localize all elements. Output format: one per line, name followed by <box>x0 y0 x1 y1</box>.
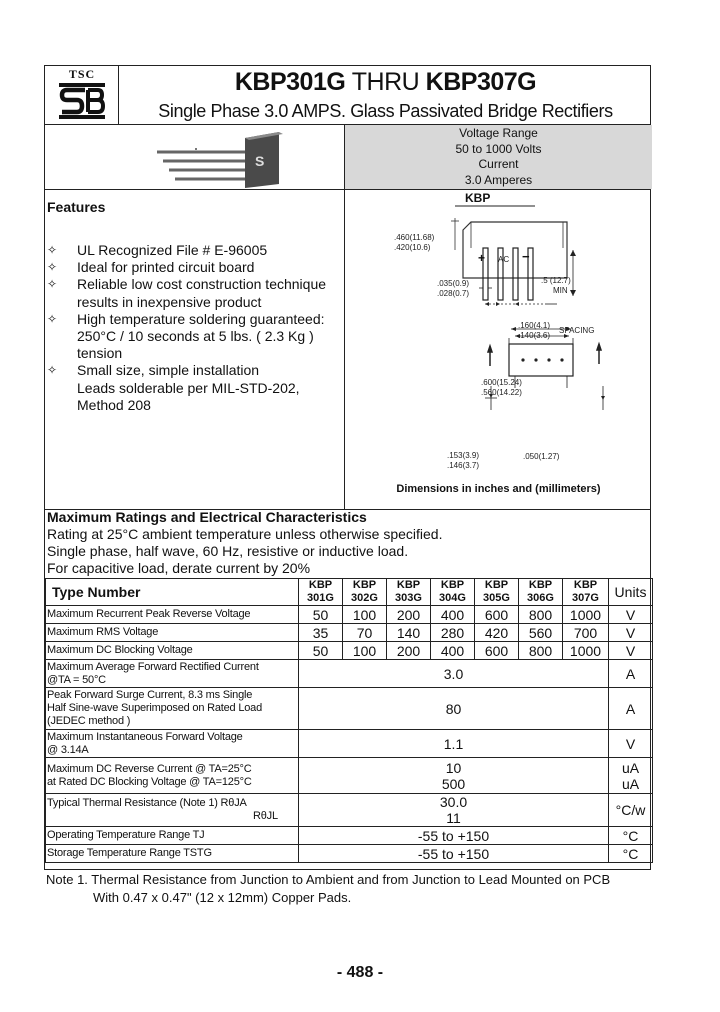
feature-line: Small size, simple installation <box>77 362 260 379</box>
parameter-line: Maximum Average Forward Rectified Current <box>47 660 259 673</box>
value-cell <box>299 845 609 863</box>
feature-item <box>47 311 343 363</box>
svg-text:S: S <box>255 153 265 169</box>
value-line: -55 to +150 <box>417 845 490 862</box>
spec-table <box>45 578 653 863</box>
feature-line: tension <box>77 345 123 362</box>
unit-line: °C <box>622 845 639 862</box>
dim-side-min: .146(3.7) <box>447 461 480 470</box>
title-part-b: KBP307G <box>425 68 537 96</box>
parameter-line: Typical Thermal Resistance (Note 1) RθJA <box>47 797 247 809</box>
note-line-1: Note 1. Thermal Resistance from Junction to Ambient and from Junction to Lead Mounted on PCB <box>46 872 611 887</box>
page-number: - 488 - <box>336 964 384 981</box>
model-prefix: KBP <box>308 579 333 591</box>
dim-pin: .050(1.27) <box>523 452 560 461</box>
parameter-line: (JEDEC method ) <box>47 715 131 727</box>
feature-item <box>47 259 343 276</box>
parameter-cell <box>46 758 299 794</box>
parameter-cell <box>46 845 299 863</box>
value-line: 3.0 <box>443 665 464 682</box>
feature-line: results in inexpensive product <box>77 293 262 310</box>
table-row <box>46 730 653 758</box>
dim-width-max: .460(11.68) <box>394 233 435 242</box>
max-ratings-title: Maximum Ratings and Electrical Characteristics <box>47 509 367 525</box>
dim-width-min: .420(10.6) <box>394 243 431 252</box>
model-header <box>343 579 387 606</box>
value-cell: 400 <box>431 606 475 624</box>
value-cell: 1000 <box>563 642 609 660</box>
value-cell: 700 <box>563 624 609 642</box>
value-line: -55 to +150 <box>417 827 490 844</box>
diamond-bullet-icon: ✧ <box>47 260 58 275</box>
parameter-line: Peak Forward Surge Current, 8.3 ms Single <box>47 689 253 701</box>
value-cell: 280 <box>431 624 475 642</box>
model-suffix: 307G <box>572 592 599 604</box>
table-row <box>46 688 653 730</box>
dim-body-max: .600(15.24) <box>481 378 522 387</box>
datasheet-frame <box>44 65 651 870</box>
model-suffix: 301G <box>307 592 334 604</box>
value-cell <box>299 730 609 758</box>
current-label: Current <box>478 157 519 171</box>
unit-line: V <box>625 606 636 623</box>
model-header <box>563 579 609 606</box>
value-cell: 1000 <box>563 606 609 624</box>
diamond-bullet-icon: ✧ <box>47 363 58 378</box>
unit-cell <box>609 845 653 863</box>
page-title <box>119 68 652 97</box>
page-subtitle: Single Phase 3.0 AMPS. Glass Passivated Bridge Rectifiers <box>158 101 613 121</box>
value-cell: 400 <box>431 642 475 660</box>
value-line: 10 <box>445 759 462 776</box>
model-prefix: KBP <box>484 579 509 591</box>
parameter-cell <box>46 624 299 642</box>
note <box>46 871 666 907</box>
value-cell: 600 <box>475 642 519 660</box>
value-line: 80 <box>445 700 462 717</box>
dim-ac: AC <box>498 255 510 264</box>
model-header <box>299 579 343 606</box>
unit-line: V <box>625 735 636 752</box>
value-cell: 50 <box>299 606 343 624</box>
table-row <box>46 845 653 863</box>
parameter-line: Half Sine-wave Superimposed on Rated Load <box>47 702 262 714</box>
parameter-line: Maximum Recurrent Peak Reverse Voltage <box>47 608 251 620</box>
table-row <box>46 758 653 794</box>
table-row <box>46 794 653 827</box>
unit-cell <box>609 827 653 845</box>
table-row <box>46 606 653 624</box>
unit-cell <box>609 730 653 758</box>
unit-cell <box>609 624 653 642</box>
dim-lead-length: .5 (12.7) <box>541 276 571 285</box>
table-row <box>46 642 653 660</box>
diamond-bullet-icon: ✧ <box>47 243 58 257</box>
model-header <box>519 579 563 606</box>
unit-cell <box>609 660 653 688</box>
feature-item <box>47 362 343 414</box>
table-header-row <box>46 579 653 606</box>
value-cell: 560 <box>519 624 563 642</box>
ratings-box <box>345 125 652 189</box>
parameter-cell <box>46 794 299 827</box>
title-thru: THRU <box>351 68 420 96</box>
title-part-a: KBP301G <box>234 68 346 96</box>
unit-line: A <box>625 665 636 682</box>
type-number-header: Type Number <box>46 579 299 606</box>
value-cell: 800 <box>519 642 563 660</box>
current-value: 3.0 Amperes <box>464 172 533 187</box>
model-header <box>387 579 431 606</box>
table-row <box>46 660 653 688</box>
feature-line: High temperature soldering guaranteed: <box>77 310 325 327</box>
dim-lead-length-min: MIN <box>553 286 568 295</box>
parameter-line: at Rated DC Blocking Voltage @ TA=125°C <box>47 775 252 788</box>
value-cell: 35 <box>299 624 343 642</box>
voltage-label: Voltage Range <box>459 126 538 140</box>
value-line: 500 <box>441 775 466 792</box>
value-line: 30.0 <box>439 794 468 810</box>
value-cell <box>299 827 609 845</box>
max-ratings-line: Rating at 25°C ambient temperature unless otherwise specified. <box>47 526 443 542</box>
model-suffix: 306G <box>527 592 554 604</box>
parameter-line: Maximum DC Blocking Voltage <box>47 644 193 656</box>
dim-spacing-label: SPACING <box>559 326 595 335</box>
model-suffix: 302G <box>351 592 378 604</box>
value-cell: 200 <box>387 606 431 624</box>
parameter-line: Maximum Instantaneous Forward Voltage <box>47 730 243 743</box>
model-header <box>475 579 519 606</box>
parameter-line: Operating Temperature Range TJ <box>47 829 205 841</box>
value-line: 11 <box>446 810 461 826</box>
dim-body-min: .560(14.22) <box>481 388 522 397</box>
value-cell: 600 <box>475 606 519 624</box>
parameter-line: @TA = 50°C <box>47 673 106 686</box>
model-suffix: 303G <box>395 592 422 604</box>
value-cell: 50 <box>299 642 343 660</box>
dim-spacing-min: .140(3.6) <box>518 331 551 340</box>
package-label: KBP <box>465 191 491 205</box>
model-prefix: KBP <box>528 579 553 591</box>
feature-line: Leads solderable per MIL-STD-202, <box>77 379 300 396</box>
dim-spacing-max: .160(4.1) <box>518 321 551 330</box>
parameter-line: @ 3.14A <box>47 743 89 756</box>
feature-line: 250°C / 10 seconds at 5 lbs. ( 2.3 Kg ) <box>77 328 314 345</box>
voltage-value: 50 to 1000 Volts <box>455 141 542 156</box>
unit-line: V <box>625 624 636 641</box>
logo-text: TSC <box>68 67 96 81</box>
value-cell: 100 <box>343 606 387 624</box>
unit-line: uA <box>621 775 640 792</box>
value-line: 1.1 <box>443 735 464 752</box>
unit-cell <box>609 688 653 730</box>
dimension-drawing <box>345 188 652 488</box>
note-line-2: With 0.47 x 0.47" (12 x 12mm) Copper Pads. <box>93 890 352 905</box>
unit-line: V <box>625 642 636 659</box>
parameter-line: Maximum DC Reverse Current @ TA=25°C <box>47 762 252 775</box>
feature-item <box>47 242 343 259</box>
unit-line: uA <box>621 759 640 776</box>
value-cell <box>299 794 609 827</box>
value-cell <box>299 660 609 688</box>
features-list <box>47 242 343 414</box>
model-prefix: KBP <box>396 579 421 591</box>
parameter-cell <box>46 827 299 845</box>
features-title: Features <box>47 199 106 215</box>
unit-cell <box>609 642 653 660</box>
max-ratings-line: For capacitive load, derate current by 20% <box>47 560 311 576</box>
model-prefix: KBP <box>352 579 377 591</box>
value-cell: 800 <box>519 606 563 624</box>
diamond-bullet-icon: ✧ <box>47 277 58 292</box>
max-ratings-line: Single phase, half wave, 60 Hz, resistive or inductive load. <box>47 543 409 559</box>
unit-line: A <box>625 700 636 717</box>
tsc-logo-mark-icon <box>59 81 105 121</box>
feature-line: Method 208 <box>77 396 151 413</box>
dimensions-caption: Dimensions in inches and (millimeters) <box>396 483 601 495</box>
dim-lead-max: .035(0.9) <box>437 279 470 288</box>
value-cell: 200 <box>387 642 431 660</box>
product-image <box>151 130 301 188</box>
value-cell: 420 <box>475 624 519 642</box>
feature-line: Reliable low cost construction technique <box>77 276 327 293</box>
unit-cell <box>609 794 653 827</box>
feature-line: UL Recognized File # E-96005 <box>77 242 268 258</box>
model-suffix: 304G <box>439 592 466 604</box>
table-row <box>46 827 653 845</box>
units-header: Units <box>609 579 653 606</box>
parameter-line: Storage Temperature Range TSTG <box>47 847 212 859</box>
parameter-cell <box>46 688 299 730</box>
dim-lead-min: .028(0.7) <box>437 289 470 298</box>
model-prefix: KBP <box>573 579 598 591</box>
unit-cell <box>609 606 653 624</box>
unit-cell <box>609 758 653 794</box>
unit-line: °C/w <box>615 802 646 818</box>
tsc-logo <box>45 66 119 124</box>
diamond-bullet-icon: ✧ <box>47 311 58 326</box>
model-suffix: 305G <box>483 592 510 604</box>
dim-side-max: .153(3.9) <box>447 451 480 460</box>
parameter-cell <box>46 642 299 660</box>
feature-item <box>47 276 343 310</box>
parameter-line: RθJL <box>253 810 278 822</box>
model-header <box>431 579 475 606</box>
value-cell: 100 <box>343 642 387 660</box>
value-cell: 70 <box>343 624 387 642</box>
value-cell: 140 <box>387 624 431 642</box>
parameter-line: Maximum RMS Voltage <box>47 626 159 638</box>
dim-plus: + <box>478 251 486 265</box>
value-cell <box>299 688 609 730</box>
dim-minus: − <box>522 249 530 264</box>
table-row <box>46 624 653 642</box>
parameter-cell <box>46 660 299 688</box>
model-prefix: KBP <box>440 579 465 591</box>
parameter-cell <box>46 606 299 624</box>
parameter-cell <box>46 730 299 758</box>
value-cell <box>299 758 609 794</box>
unit-line: °C <box>622 827 639 844</box>
feature-line: Ideal for printed circuit board <box>77 259 255 276</box>
